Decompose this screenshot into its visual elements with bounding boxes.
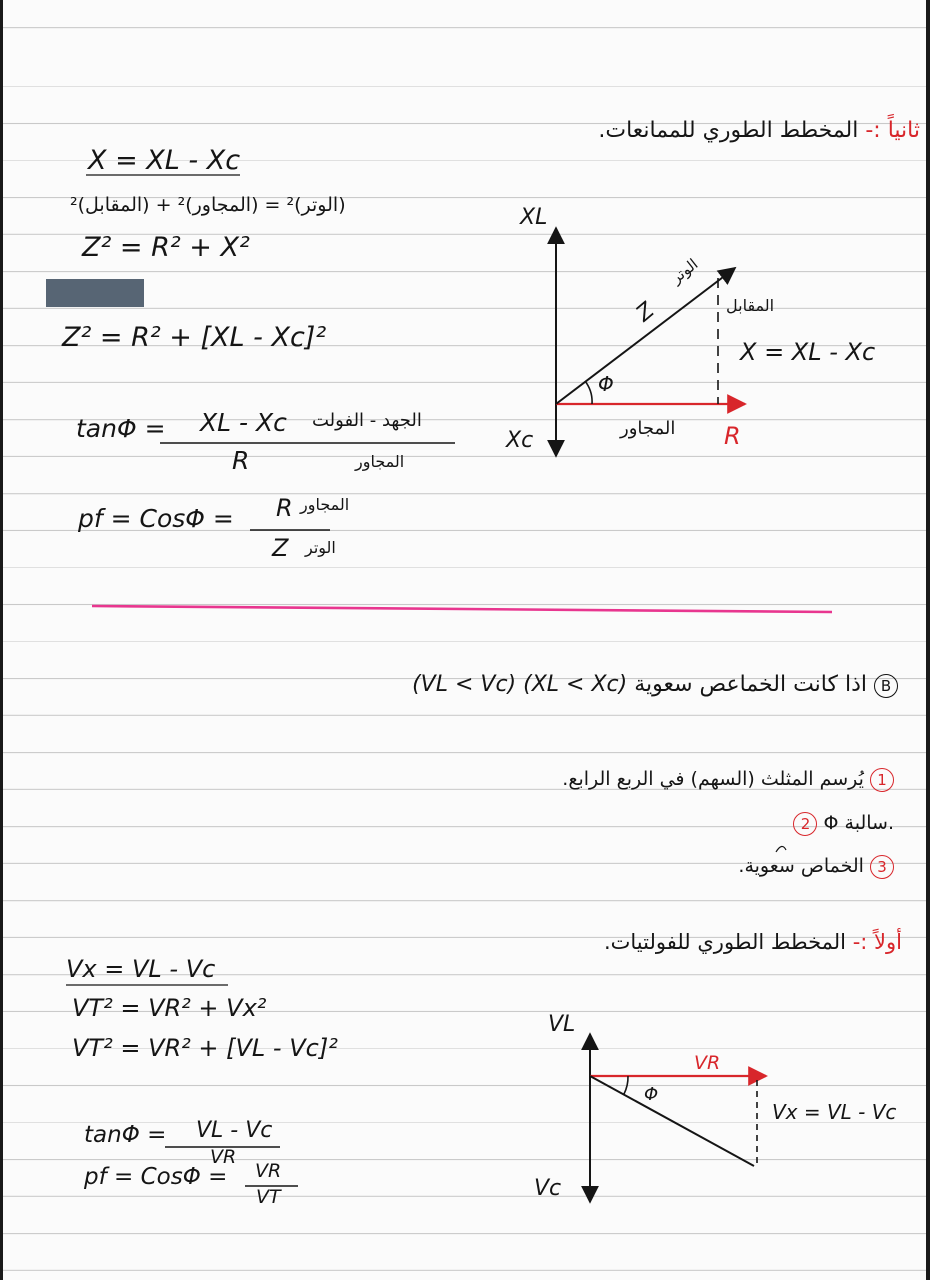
eq-z-squared: Z² = R² + X² <box>82 232 250 263</box>
case-b-item-3 <box>738 855 894 879</box>
case-b-title: اذا كانت الخماعص سعوية <box>634 672 867 697</box>
tan-phi-label: tanΦ = <box>76 414 166 443</box>
case-b-item-1 <box>562 768 894 792</box>
v-tan-numerator: VL - Vc <box>196 1118 273 1143</box>
pf-denominator: Z <box>272 534 289 562</box>
vx-label: Vx = VL - Vc <box>772 1100 897 1124</box>
x-side-label: X = XL - Xc <box>740 338 876 366</box>
xl-label: XL <box>520 205 548 230</box>
tan-denominator: R <box>232 446 250 475</box>
item-2-text: Φ سالبة. <box>823 812 894 834</box>
case-b-item-2 <box>793 812 894 836</box>
v-pf-numerator: VR <box>255 1160 282 1182</box>
eq-z-squared-full: Z² = R² + [XL - Xc]² <box>62 322 327 353</box>
item-3-number: 3 <box>870 855 894 879</box>
eq-vx: Vx = VL - Vc <box>66 955 216 983</box>
section-two-label: ثانياً :- <box>865 118 920 143</box>
eq-x: X = XL - Xc <box>88 145 241 176</box>
v-pf-denominator: VT <box>256 1186 281 1208</box>
pf-numerator: R <box>276 494 293 522</box>
v-pf-label: pf = CosΦ = <box>84 1164 228 1190</box>
section-one-title: المخطط الطوري للفولتيات. <box>603 930 847 954</box>
section-one-label: أولاً :- <box>852 930 902 954</box>
section-divider <box>92 606 832 612</box>
item-3-text: الخماص سعوية. <box>738 855 864 877</box>
vl-label: VL <box>548 1012 576 1037</box>
pf-label: pf = CosΦ = <box>78 504 234 533</box>
vc-label: Vc <box>534 1176 562 1201</box>
case-b-condition: (XL < Xc) (VL < Vc) <box>412 672 628 697</box>
xc-label: Xc <box>506 428 534 453</box>
tan-words-denominator: المجاور <box>355 452 405 471</box>
vr-label: VR <box>694 1052 721 1074</box>
section-one-heading <box>604 930 902 954</box>
z-label: Z <box>631 298 660 327</box>
case-b-badge: B <box>874 674 898 698</box>
eq-vt-squared-full: VT² = VR² + [VL - Vc]² <box>72 1034 338 1062</box>
item-1-number: 1 <box>870 768 894 792</box>
eq-vt-squared: VT² = VR² + Vx² <box>72 994 267 1022</box>
z-hypotenuse-arrow <box>556 268 735 404</box>
case-b-heading <box>412 672 898 698</box>
pf-words-numerator: المجاور <box>300 495 350 514</box>
pf-words-denominator: الوتر <box>305 538 336 557</box>
tan-words-numerator: الجهد - الفولت <box>312 410 422 431</box>
phi-label: Φ <box>598 372 614 396</box>
v-tan-label: tanΦ = <box>84 1122 167 1148</box>
adjacent-word: المجاور <box>620 418 676 439</box>
opposite-word: المقابل <box>726 296 775 315</box>
item2-pointer-stroke <box>776 846 786 852</box>
vt-hypotenuse <box>590 1076 754 1166</box>
hypotenuse-word: الوتر <box>667 254 702 288</box>
item-1-text: يُرسم المثلث (السهم) في الربع الرابع. <box>562 768 864 790</box>
v-phi-label: Φ <box>644 1084 659 1105</box>
item-2-number: 2 <box>793 812 817 836</box>
tan-numerator: XL - Xc <box>200 408 287 437</box>
v-phi-arc <box>624 1076 628 1094</box>
phi-arc <box>585 381 592 404</box>
v-tan-denominator: VR <box>210 1146 237 1168</box>
section-two-title: المخطط الطوري للممانعات. <box>598 118 859 143</box>
eq-pythagoras-words: (الوتر)² = (المجاور)² + (المقابل)² <box>70 194 346 216</box>
r-label: R <box>724 422 741 450</box>
